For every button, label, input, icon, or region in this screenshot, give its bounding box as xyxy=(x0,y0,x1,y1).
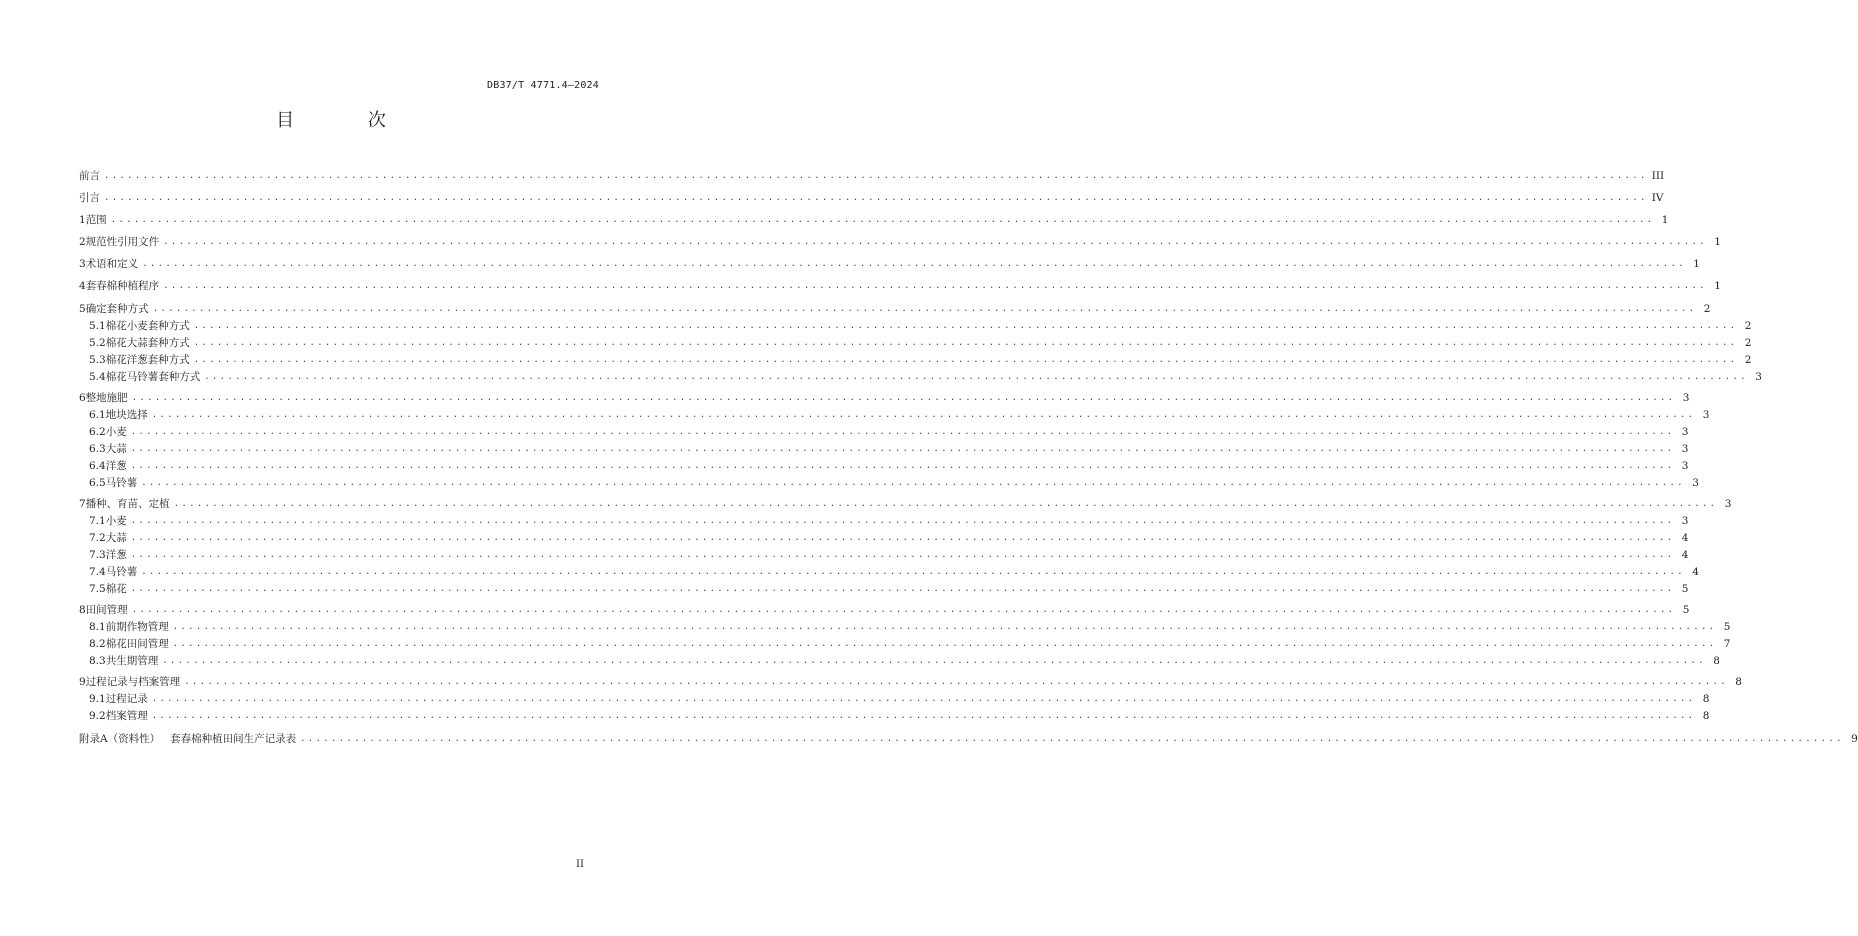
toc-entry-page: 8 xyxy=(1702,693,1710,705)
toc-entry[interactable] xyxy=(79,620,1731,634)
toc-entry[interactable] xyxy=(79,514,1689,528)
toc-entry-page: 1 xyxy=(1661,214,1669,226)
toc-entry-page: IV xyxy=(1651,192,1664,204)
toc-entry[interactable] xyxy=(79,531,1689,545)
toc-entry-page: 2 xyxy=(1744,320,1752,332)
toc-entry-number: 附录A（资料性） xyxy=(79,733,161,745)
toc-entry[interactable] xyxy=(79,675,1742,689)
toc-entry-label: 棉花洋葱套种方式 xyxy=(105,354,190,366)
toc-entry[interactable] xyxy=(79,257,1700,271)
toc-entry-label: 棉花马铃薯套种方式 xyxy=(105,371,201,383)
toc-entry[interactable] xyxy=(79,370,1762,384)
toc-entry[interactable] xyxy=(79,548,1689,562)
document-code: DB37/T 4771.4—2024 xyxy=(487,80,599,91)
toc-entry-number: 5.2 xyxy=(89,337,106,349)
leader-dots: ........................................................................................................................................................................................................ xyxy=(162,656,1706,666)
leader-dots: ........................................................................................................................................................................................................ xyxy=(163,281,1707,291)
toc-entry[interactable] xyxy=(79,497,1732,511)
toc-entry-label: 棉花小麦套种方式 xyxy=(105,320,190,332)
toc-entry-page: 1 xyxy=(1693,258,1700,270)
toc-entry[interactable] xyxy=(79,565,1699,579)
toc-entry-page: 3 xyxy=(1681,443,1689,455)
toc-entry-label: 整地施肥 xyxy=(85,392,128,404)
toc-entry-page: 2 xyxy=(1744,337,1752,349)
leader-dots: ........................................................................................................................................................................................................ xyxy=(130,444,1675,454)
leader-dots: ........................................................................................................................................................................................................ xyxy=(141,567,1685,577)
toc-entry-number: 6.5 xyxy=(89,477,106,489)
toc-entry-page: 8 xyxy=(1735,676,1742,688)
toc-entry-number: 6.2 xyxy=(89,426,106,438)
leader-dots: ........................................................................................................................................................................................................ xyxy=(104,171,1648,181)
leader-dots: ........................................................................................................................................................................................................ xyxy=(131,605,1676,615)
leader-dots: ........................................................................................................................................................................................................ xyxy=(104,193,1648,203)
toc-entry-number: 1 xyxy=(79,214,86,226)
toc-entry-label: 术语和定义 xyxy=(85,258,139,270)
toc-entry-page: 3 xyxy=(1692,477,1699,489)
toc-entry[interactable] xyxy=(79,425,1689,439)
toc-entry-label: 播种、育苗、定植 xyxy=(85,498,170,510)
toc-entry-number: 7 xyxy=(79,498,86,510)
toc-entry-page: 8 xyxy=(1702,710,1710,722)
leader-dots: ........................................................................................................................................................................................................ xyxy=(130,427,1675,437)
toc-entry-label: 过程记录与档案管理 xyxy=(85,676,181,688)
toc-entry-number: 6.1 xyxy=(89,409,106,421)
toc-entry-number: 9.2 xyxy=(89,710,106,722)
toc-entry-label: 确定套种方式 xyxy=(85,303,149,315)
leader-dots: ........................................................................................................................................................................................................ xyxy=(300,734,1844,744)
toc-entry[interactable] xyxy=(79,654,1720,668)
leader-dots: ........................................................................................................................................................................................................ xyxy=(130,550,1675,560)
toc-entry-label: 地块选择 xyxy=(105,409,148,421)
toc-entry-page: 3 xyxy=(1681,515,1689,527)
toc-entry-label: 大蒜 xyxy=(105,443,127,455)
toc-entry-label: 马铃薯 xyxy=(105,477,138,489)
toc-entry[interactable] xyxy=(79,476,1699,490)
toc-entry-label: 套春棉种植程序 xyxy=(85,280,160,292)
toc-entry-label: 引言 xyxy=(79,192,100,204)
toc-entry[interactable] xyxy=(79,279,1721,293)
toc-entry-number: 4 xyxy=(79,280,86,292)
toc-entry-label: 前期作物管理 xyxy=(105,621,169,633)
toc-entry[interactable] xyxy=(79,302,1711,316)
toc-entry[interactable] xyxy=(79,391,1690,405)
leader-dots: ........................................................................................................................................................................................................ xyxy=(130,516,1675,526)
toc-entry[interactable] xyxy=(79,442,1689,456)
toc-entry-page: 5 xyxy=(1723,621,1731,633)
toc-entry-page: 5 xyxy=(1682,604,1690,616)
page-title: 目 次 xyxy=(276,110,420,131)
toc-entry-page: 2 xyxy=(1744,354,1752,366)
toc-entry[interactable] xyxy=(79,582,1689,596)
toc-entry-number: 8.2 xyxy=(89,638,106,650)
toc-entry[interactable] xyxy=(79,603,1690,617)
toc-entry[interactable] xyxy=(79,408,1710,422)
toc-entry-label: 田间管理 xyxy=(85,604,128,616)
toc-entry-number: 5.3 xyxy=(89,354,106,366)
toc-entry-number: 5.4 xyxy=(89,371,106,383)
toc-entry-label: 档案管理 xyxy=(105,710,148,722)
toc-entry-page: 3 xyxy=(1755,371,1762,383)
leader-dots: ........................................................................................................................................................................................................ xyxy=(193,338,1738,348)
toc-entry-label: 小麦 xyxy=(105,426,127,438)
leader-dots: ........................................................................................................................................................................................................ xyxy=(172,622,1717,632)
toc-entry[interactable] xyxy=(79,732,1858,746)
leader-dots: ........................................................................................................................................................................................................ xyxy=(163,237,1707,247)
leader-dots: ........................................................................................................................................................................................................ xyxy=(193,321,1738,331)
toc-entry[interactable] xyxy=(79,459,1689,473)
toc-entry-page: III xyxy=(1651,170,1665,182)
toc-entry-number: 7.5 xyxy=(89,583,106,595)
leader-dots: ........................................................................................................................................................................................................ xyxy=(110,215,1655,225)
toc-entry-number: 9 xyxy=(79,676,86,688)
toc-entry-page: 4 xyxy=(1681,532,1689,544)
toc-entry-page: 3 xyxy=(1724,498,1732,510)
toc-entry-label: 范围 xyxy=(85,214,107,226)
leader-dots: ........................................................................................................................................................................................................ xyxy=(131,393,1676,403)
toc-entry-label: 马铃薯 xyxy=(105,566,138,578)
toc-entry-number: 6.4 xyxy=(89,460,106,472)
toc-entry-label: 前言 xyxy=(79,170,100,182)
leader-dots: ........................................................................................................................................................................................................ xyxy=(173,499,1718,509)
toc-entry-page: 9 xyxy=(1851,733,1858,745)
toc-entry-label: 共生期管理 xyxy=(105,655,159,667)
leader-dots: ........................................................................................................................................................................................................ xyxy=(142,259,1686,269)
toc-entry-number: 5 xyxy=(79,303,86,315)
leader-dots: ........................................................................................................................................................................................................ xyxy=(130,533,1675,543)
page-number: II xyxy=(576,859,584,870)
toc-entry-number: 7.3 xyxy=(89,549,106,561)
leader-dots: ........................................................................................................................................................................................................ xyxy=(151,694,1696,704)
toc-entry-page: 8 xyxy=(1713,655,1720,667)
toc-entry-label: 套春棉种植田间生产记录表 xyxy=(170,733,297,745)
toc-entry[interactable] xyxy=(79,353,1752,367)
toc-entry-page: 4 xyxy=(1681,549,1689,561)
toc-entry-page: 4 xyxy=(1692,566,1699,578)
toc-entry[interactable] xyxy=(79,709,1710,723)
toc-entry-number: 8.1 xyxy=(89,621,106,633)
toc-entry-page: 1 xyxy=(1714,280,1721,292)
toc-entry[interactable] xyxy=(79,169,1665,183)
leader-dots: ........................................................................................................................................................................................................ xyxy=(130,584,1675,594)
toc-entry-page: 7 xyxy=(1723,638,1731,650)
toc-entry-page: 1 xyxy=(1714,236,1721,248)
leader-dots: ........................................................................................................................................................................................................ xyxy=(151,711,1696,721)
toc-entry-label: 棉花大蒜套种方式 xyxy=(105,337,190,349)
leader-dots: ........................................................................................................................................................................................................ xyxy=(172,639,1717,649)
toc-entry-label: 洋葱 xyxy=(105,460,127,472)
toc-entry-number: 6 xyxy=(79,392,86,404)
toc-entry[interactable] xyxy=(79,235,1721,249)
toc-entry-label: 规范性引用文件 xyxy=(85,236,160,248)
toc-entry-number: 7.2 xyxy=(89,532,106,544)
toc-entry[interactable] xyxy=(79,336,1752,350)
toc-entry[interactable] xyxy=(79,637,1731,651)
toc-entry-number: 8 xyxy=(79,604,86,616)
toc-entry[interactable] xyxy=(79,692,1710,706)
toc-entry-page: 3 xyxy=(1681,460,1689,472)
leader-dots: ........................................................................................................................................................................................................ xyxy=(184,677,1728,687)
toc-entry-label: 洋葱 xyxy=(105,549,127,561)
toc-entry[interactable] xyxy=(79,213,1669,227)
toc-entry-page: 3 xyxy=(1702,409,1710,421)
toc-entry-number: 5.1 xyxy=(89,320,106,332)
toc-entry[interactable] xyxy=(79,191,1664,205)
toc-entry-page: 2 xyxy=(1703,303,1711,315)
leader-dots: ........................................................................................................................................................................................................ xyxy=(152,304,1697,314)
leader-dots: ........................................................................................................................................................................................................ xyxy=(151,410,1696,420)
toc-entry-number: 8.3 xyxy=(89,655,106,667)
toc-entry-number: 3 xyxy=(79,258,86,270)
leader-dots: ........................................................................................................................................................................................................ xyxy=(141,478,1685,488)
toc-entry-page: 3 xyxy=(1681,426,1689,438)
toc-entry-number: 2 xyxy=(79,236,86,248)
toc-entry-number: 9.1 xyxy=(89,693,106,705)
toc-entry-label: 过程记录 xyxy=(105,693,148,705)
toc-entry-page: 3 xyxy=(1682,392,1690,404)
leader-dots: ........................................................................................................................................................................................................ xyxy=(193,355,1738,365)
leader-dots: ........................................................................................................................................................................................................ xyxy=(204,372,1748,382)
toc-entry-page: 5 xyxy=(1681,583,1689,595)
toc-entry-label: 棉花 xyxy=(105,583,127,595)
toc-entry-number: 6.3 xyxy=(89,443,106,455)
toc-entry-number: 7.4 xyxy=(89,566,106,578)
toc-entry-label: 棉花田间管理 xyxy=(105,638,169,650)
toc-entry[interactable] xyxy=(79,319,1752,333)
toc-entry-label: 小麦 xyxy=(105,515,127,527)
toc-entry-number: 7.1 xyxy=(89,515,106,527)
leader-dots: ........................................................................................................................................................................................................ xyxy=(130,461,1675,471)
toc-entry-label: 大蒜 xyxy=(105,532,127,544)
